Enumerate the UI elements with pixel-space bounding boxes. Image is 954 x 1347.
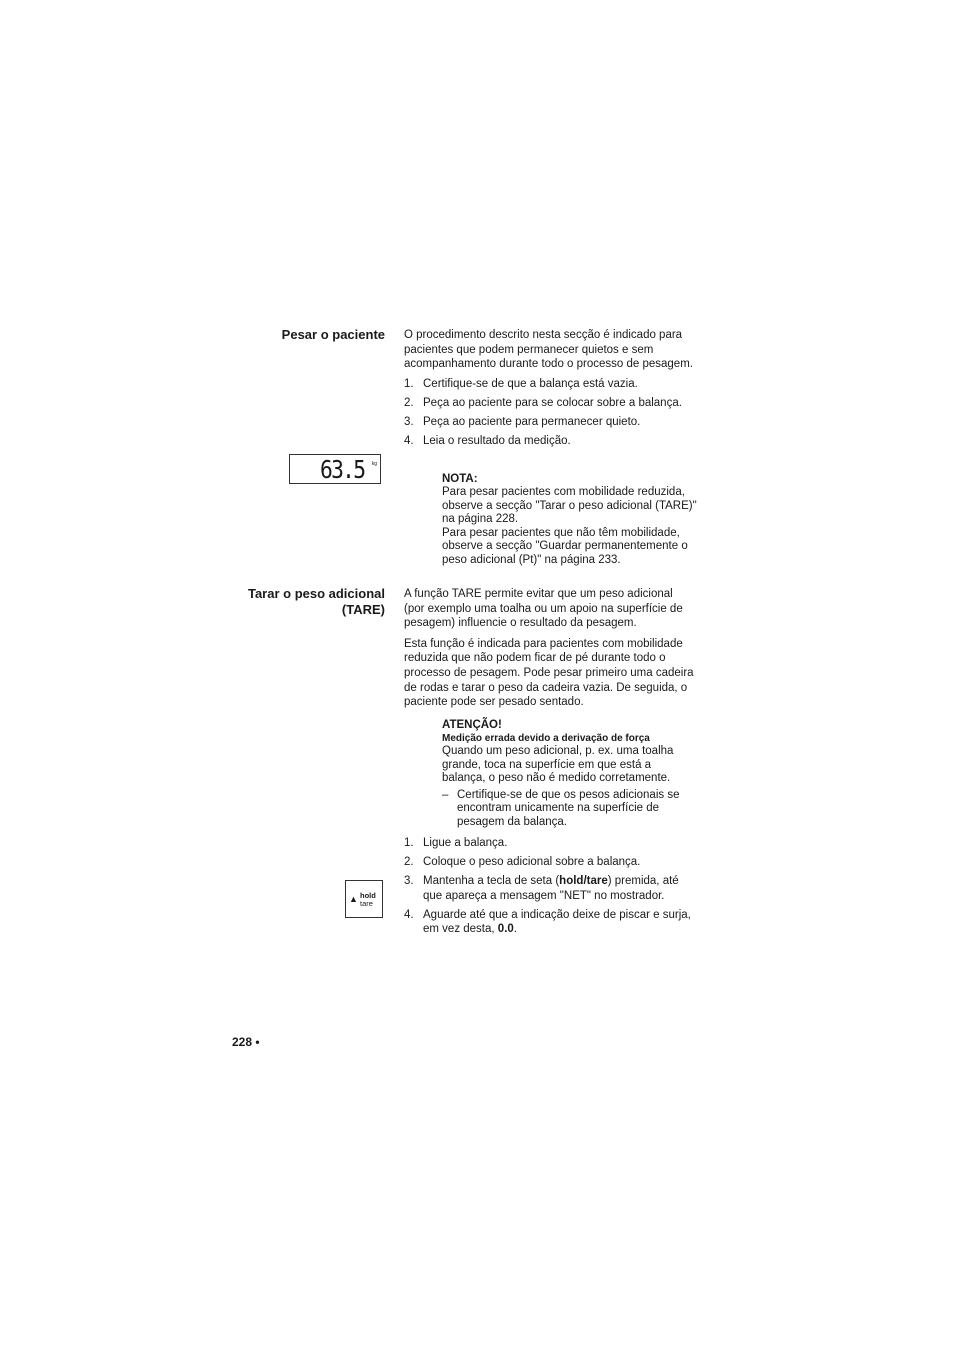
list-item: 2. Peça ao paciente para se colocar sobre a balança.: [404, 396, 682, 409]
warning-bullet: – Certifique-se de que os pesos adicionais se encontram unicamente na superfície de pesagem da balança.: [442, 788, 680, 828]
key-label-hold: hold: [360, 891, 376, 900]
list-item: 3. Peça ao paciente para permanecer quieto.: [404, 415, 641, 428]
list-item: 1. Certifique-se de que a balança está vazia.: [404, 377, 638, 390]
list-item: 3. Mantenha a tecla de seta (hold/tare) premida, até que apareça a mensagem "NET" no mostrador.: [404, 875, 679, 902]
note-box: [442, 472, 697, 568]
display-unit: kg: [371, 461, 377, 467]
warning-title: ATENÇÃO!: [442, 719, 502, 731]
list-item: 4. Aguarde até que a indicação deixe de piscar e surja, em vez desta, 0.0.: [404, 908, 691, 936]
list-item: 4. Leia o resultado da medição.: [404, 435, 571, 448]
section2-paragraph-1: A função TARE permite evitar que um peso adicional (por exemplo uma toalha ou um apoio na superfície de pesagem) influencie o resultado da pesagem.: [404, 588, 683, 630]
key-label-tare: tare: [360, 899, 373, 908]
section-heading-tarar: Tarar o peso adicional (TARE): [247, 586, 385, 617]
display-value: 63.5: [320, 455, 365, 484]
warning-subtitle: Medição errada devido a derivação de força: [442, 733, 650, 744]
section1-body: [404, 328, 694, 449]
list-item: 1. Ligue a balança.: [404, 837, 508, 849]
note-text-1: Para pesar pacientes com mobilidade reduzida, observe a secção "Tarar o peso adicional (TARE)" na página 228.: [442, 486, 697, 526]
page-number: 228 •: [232, 1035, 260, 1049]
scale-display-icon: [289, 454, 381, 484]
section1-intro: O procedimento descrito nesta secção é indicado para pacientes que podem permanecer quietos e sem acompanhamento durante todo o processo de pesagem.: [404, 329, 693, 371]
section1-steps: [404, 377, 694, 449]
section2-steps: [404, 836, 694, 937]
list-item: 2. Coloque o peso adicional sobre a balança.: [404, 856, 641, 869]
note-text-2: Para pesar pacientes que não têm mobilidade, observe a secção "Guardar permanentemente o peso adicional (Pt)" na página 233.: [442, 526, 688, 566]
section2-paragraph-2: Esta função é indicada para pacientes com mobilidade reduzida que não podem ficar de pé durante todo o processo de pesagem. Pode pesar primeiro uma cadeira de rodas e tarar o peso da cadeira vazia. De seguida, o paciente pode ser pesado sentado.: [404, 637, 694, 709]
warning-text: Quando um peso adicional, p. ex. uma toalha grande, toca na superfície em que está a balança, o peso não é medido corretamente.: [442, 745, 674, 785]
section2-body: [404, 587, 694, 710]
hold-tare-key-icon: [345, 880, 383, 918]
warning-box: [442, 718, 697, 830]
arrow-up-icon: ▲: [349, 894, 358, 904]
note-title: NOTA:: [442, 473, 478, 485]
section-heading-pesar: Pesar o paciente: [281, 327, 385, 342]
section2-steps-block: [404, 836, 694, 937]
